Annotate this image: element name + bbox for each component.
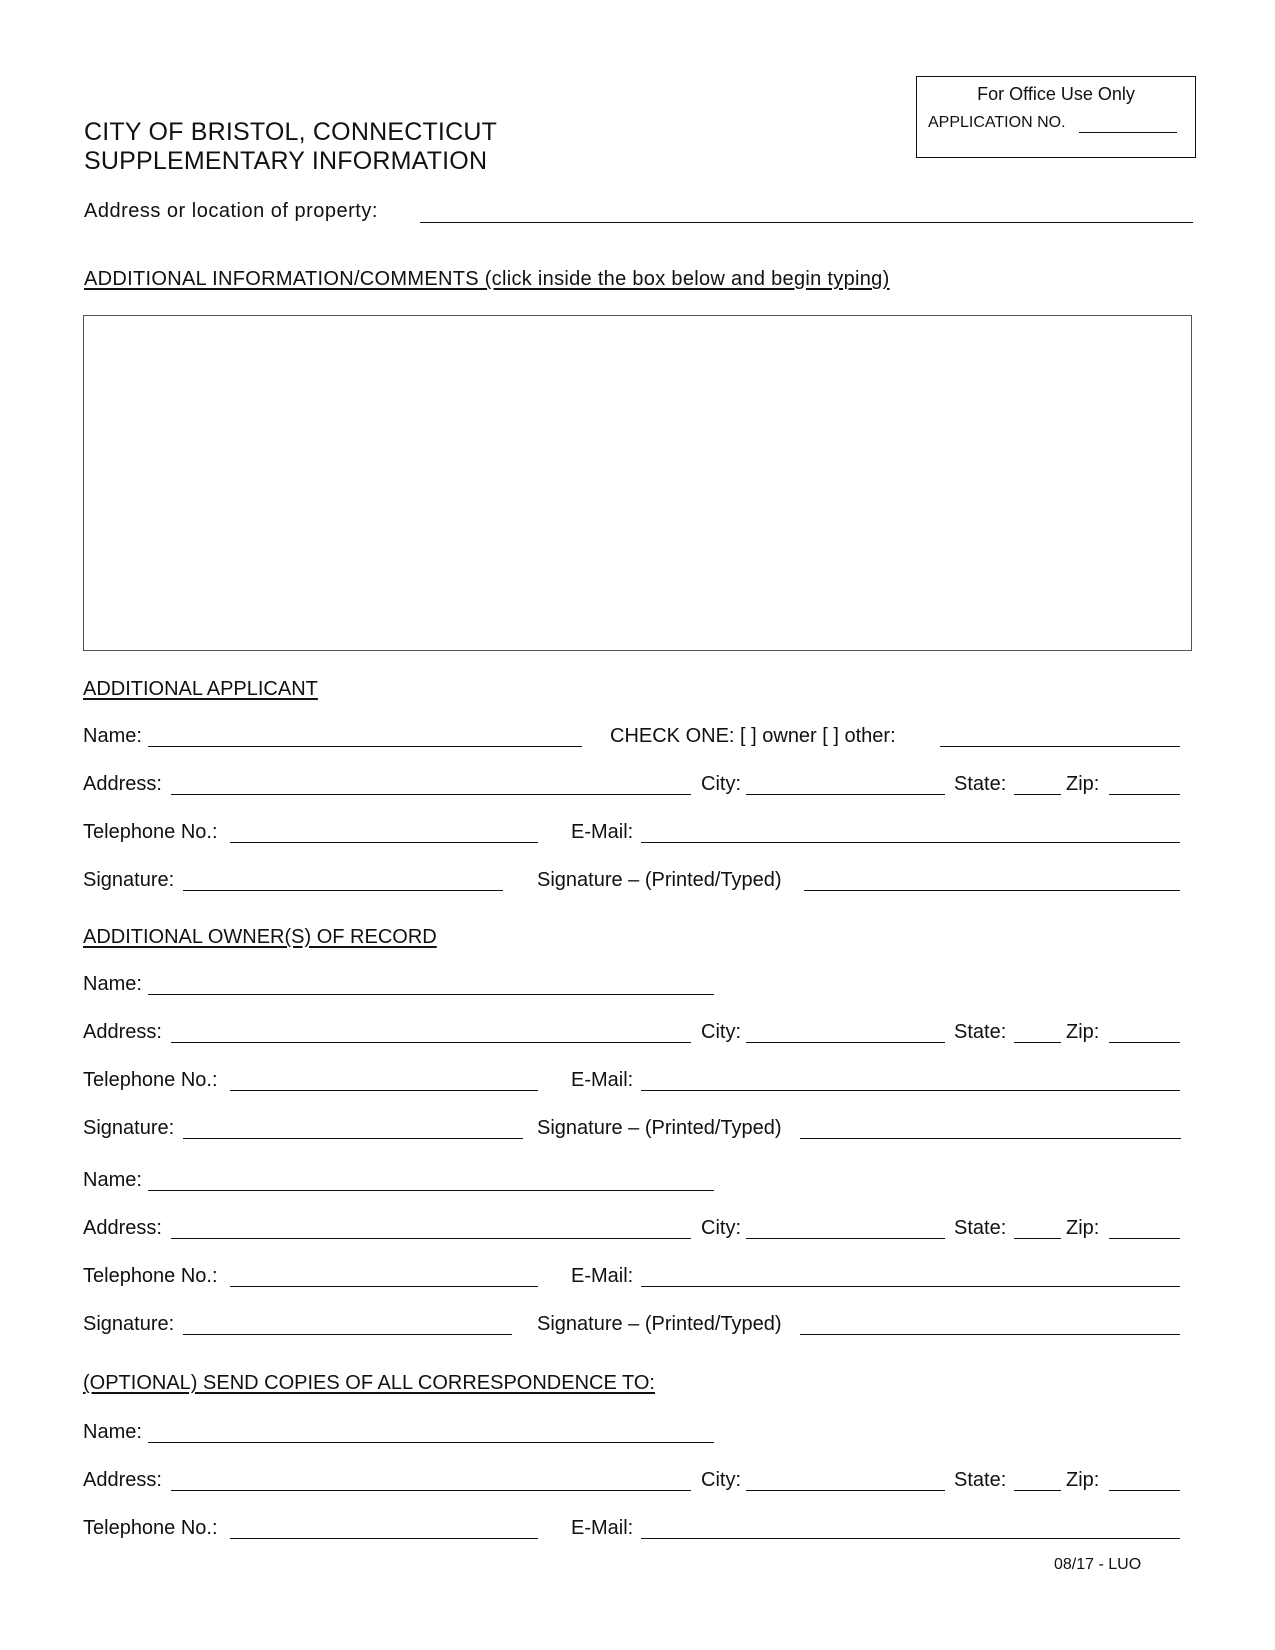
owners-heading: ADDITIONAL OWNER(S) OF RECORD <box>83 926 437 948</box>
comments-textbox[interactable] <box>83 315 1192 651</box>
owner1-email-field[interactable] <box>641 1090 1180 1091</box>
owner1-signature-field[interactable] <box>183 1138 523 1139</box>
owner1-email-label: E-Mail: <box>571 1069 634 1091</box>
applicant-heading: ADDITIONAL APPLICANT <box>83 678 318 700</box>
application-number-label: APPLICATION NO. <box>928 114 1066 131</box>
owner1-city-label: City: <box>701 1021 741 1043</box>
owner2-address-field[interactable] <box>171 1238 691 1239</box>
applicant-city-label: City: <box>701 773 741 795</box>
owner2-email-label: E-Mail: <box>571 1265 634 1287</box>
page-title-city: CITY OF BRISTOL, CONNECTICUT <box>84 118 498 146</box>
owner1-signature-printed-label: Signature – (Printed/Typed) <box>537 1117 782 1139</box>
applicant-telephone-field[interactable] <box>230 842 538 843</box>
owner1-address-field[interactable] <box>171 1042 691 1043</box>
applicant-state-field[interactable] <box>1014 794 1061 795</box>
owner2-signature-printed-label: Signature – (Printed/Typed) <box>537 1313 782 1335</box>
form-revision-code: 08/17 - LUO <box>1054 1556 1142 1573</box>
copies-telephone-label: Telephone No.: <box>83 1517 218 1539</box>
applicant-name-field[interactable] <box>148 746 582 747</box>
applicant-telephone-label: Telephone No.: <box>83 821 218 843</box>
office-use-box <box>916 76 1196 158</box>
copies-zip-label: Zip: <box>1066 1469 1100 1491</box>
copies-state-label: State: <box>954 1469 1007 1491</box>
owner1-name-field[interactable] <box>148 994 714 995</box>
office-use-heading: For Office Use Only <box>977 84 1135 104</box>
applicant-signature-printed-field[interactable] <box>804 890 1180 891</box>
owner2-state-label: State: <box>954 1217 1007 1239</box>
owner1-state-label: State: <box>954 1021 1007 1043</box>
copies-heading: (OPTIONAL) SEND COPIES OF ALL CORRESPONDENCE TO: <box>83 1372 655 1394</box>
applicant-state-label: State: <box>954 773 1007 795</box>
copies-city-label: City: <box>701 1469 741 1491</box>
owner2-city-field[interactable] <box>746 1238 945 1239</box>
owner2-email-field[interactable] <box>641 1286 1180 1287</box>
comments-heading: ADDITIONAL INFORMATION/COMMENTS (click inside the box below and begin typing) <box>84 268 890 290</box>
owner2-name-field[interactable] <box>148 1190 714 1191</box>
copies-name-field[interactable] <box>148 1442 714 1443</box>
owner2-signature-printed-field[interactable] <box>800 1334 1180 1335</box>
applicant-signature-field[interactable] <box>183 890 503 891</box>
copies-telephone-field[interactable] <box>230 1538 538 1539</box>
owner2-telephone-label: Telephone No.: <box>83 1265 218 1287</box>
owner2-zip-field[interactable] <box>1109 1238 1180 1239</box>
property-address-label: Address or location of property: <box>84 200 378 222</box>
owner1-zip-label: Zip: <box>1066 1021 1100 1043</box>
copies-zip-field[interactable] <box>1109 1490 1180 1491</box>
owner2-zip-label: Zip: <box>1066 1217 1100 1239</box>
owner1-telephone-field[interactable] <box>230 1090 538 1091</box>
applicant-zip-field[interactable] <box>1109 794 1180 795</box>
applicant-address-label: Address: <box>83 773 162 795</box>
owner1-zip-field[interactable] <box>1109 1042 1180 1043</box>
owner2-name-label: Name: <box>83 1169 142 1191</box>
copies-state-field[interactable] <box>1014 1490 1061 1491</box>
copies-address-label: Address: <box>83 1469 162 1491</box>
owner1-telephone-label: Telephone No.: <box>83 1069 218 1091</box>
applicant-email-field[interactable] <box>641 842 1180 843</box>
property-address-field[interactable] <box>420 222 1193 223</box>
owner1-signature-label: Signature: <box>83 1117 175 1139</box>
applicant-signature-printed-label: Signature – (Printed/Typed) <box>537 869 782 891</box>
applicant-other-field[interactable] <box>940 746 1180 747</box>
page-title-form: SUPPLEMENTARY INFORMATION <box>84 147 488 175</box>
applicant-name-label: Name: <box>83 725 142 747</box>
owner2-signature-label: Signature: <box>83 1313 175 1335</box>
owner1-signature-printed-field[interactable] <box>800 1138 1181 1139</box>
owner2-state-field[interactable] <box>1014 1238 1061 1239</box>
copies-name-label: Name: <box>83 1421 142 1443</box>
owner1-name-label: Name: <box>83 973 142 995</box>
copies-email-label: E-Mail: <box>571 1517 634 1539</box>
applicant-signature-label: Signature: <box>83 869 175 891</box>
owner1-state-field[interactable] <box>1014 1042 1061 1043</box>
owner2-telephone-field[interactable] <box>230 1286 538 1287</box>
applicant-check-one[interactable]: CHECK ONE: [ ] owner [ ] other: <box>610 725 896 747</box>
owner2-address-label: Address: <box>83 1217 162 1239</box>
copies-address-field[interactable] <box>171 1490 691 1491</box>
owner1-address-label: Address: <box>83 1021 162 1043</box>
application-number-field[interactable] <box>1079 132 1177 133</box>
copies-email-field[interactable] <box>641 1538 1180 1539</box>
owner2-city-label: City: <box>701 1217 741 1239</box>
applicant-city-field[interactable] <box>746 794 945 795</box>
applicant-email-label: E-Mail: <box>571 821 634 843</box>
owner2-signature-field[interactable] <box>183 1334 512 1335</box>
copies-city-field[interactable] <box>746 1490 945 1491</box>
owner1-city-field[interactable] <box>746 1042 945 1043</box>
applicant-zip-label: Zip: <box>1066 773 1100 795</box>
applicant-address-field[interactable] <box>171 794 691 795</box>
